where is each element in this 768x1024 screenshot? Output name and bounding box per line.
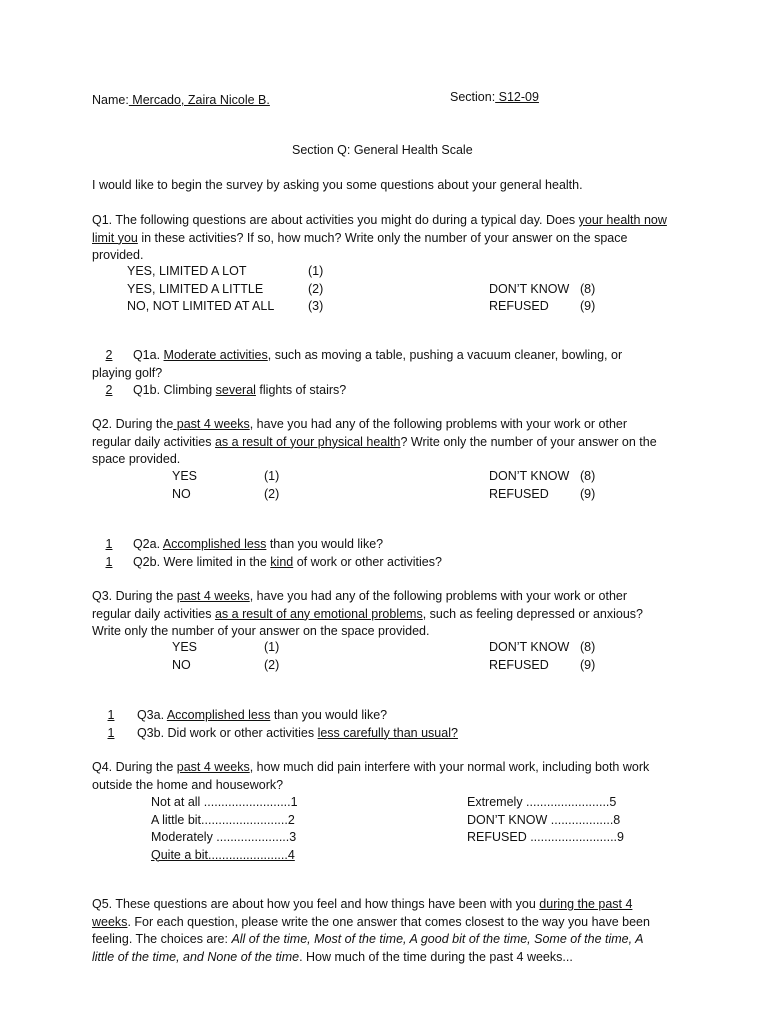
q2-option-code: (2) <box>264 486 280 501</box>
section-line <box>450 89 539 107</box>
q2-extra-code: (9) <box>580 486 596 501</box>
q5-question-line2: weeks. For each question, please write the one answer that comes closest to the way you have been <box>92 914 650 929</box>
q5-question-line4: little of the time, and None of the time. How much of the time during the past 4 weeks... <box>92 949 573 964</box>
q2b-item: 1 Q2b. Were limited in the kind of work or other activities? <box>92 554 442 572</box>
q3a-answer-blank[interactable]: 1 <box>107 708 115 722</box>
q1-option-code: (1) <box>308 264 324 278</box>
q1-question-line1: Q1. The following questions are about activities you might do during a typical day. Does your health now <box>92 213 667 227</box>
q4-question-line1: Q4. During the past 4 weeks, how much did pain interfere with your normal work, including both work <box>92 760 650 774</box>
q1-extra-code: (9) <box>580 299 596 313</box>
q3b-answer-blank[interactable]: 1 <box>107 725 115 740</box>
q5-question-line3: feeling. The choices are: All of the time, Most of the time, A good bit of the time, Some of the time, A <box>92 932 644 946</box>
q3-extra-code: (9) <box>580 657 596 672</box>
q4-choice: REFUSED .........................9 <box>467 830 624 844</box>
q1b-answer-blank[interactable]: 2 <box>105 383 113 397</box>
q3-option-code: (1) <box>264 640 280 654</box>
q2-extra-code: (8) <box>580 469 596 483</box>
q4-choice: DON’T KNOW ..................8 <box>467 812 621 827</box>
q1-option-code: (3) <box>308 299 324 313</box>
q2b-answer-blank[interactable]: 1 <box>105 554 113 569</box>
q1a-item: 2 Q1a. Moderate activities, such as moving a table, pushing a vacuum cleaner, bowling, or <box>92 347 622 365</box>
q2-option-label: YES <box>172 469 198 483</box>
q2-extra-label: REFUSED <box>489 486 549 501</box>
q2-option-label: NO <box>172 486 191 501</box>
q4-choice: Extremely ........................5 <box>467 795 617 809</box>
q3-extra-code: (8) <box>580 640 596 654</box>
name-value: Mercado, Zaira Nicole B. <box>128 93 270 107</box>
q3-question-line2: regular daily activities as a result of any emotional problems, such as feeling depressed or anxious? <box>92 606 643 621</box>
q4-choice: Not at all .........................1 <box>151 795 298 809</box>
q3b-item: 1 Q3b. Did work or other activities less carefully than usual? <box>92 725 458 743</box>
q1b-item: 2 Q1b. Climbing several flights of stairs? <box>92 382 346 400</box>
intro-text: I would like to begin the survey by asking you some questions about your general health. <box>92 178 583 192</box>
name-line <box>92 92 270 110</box>
section-label: Section: <box>450 90 496 104</box>
q1a-item-line2: playing golf? <box>92 365 163 380</box>
section-value: S12-09 <box>495 90 539 104</box>
q5-question-line1: Q5. These questions are about how you feel and how things have been with you during the past 4 <box>92 897 633 911</box>
q3-option-label: YES <box>172 640 198 654</box>
q2-option-code: (1) <box>264 469 280 483</box>
q1-option-label: NO, NOT LIMITED AT ALL <box>127 299 275 313</box>
q2-question-line3: space provided. <box>92 452 181 466</box>
q3-question-line1: Q3. During the past 4 weeks, have you had any of the following problems with your work or other <box>92 589 628 603</box>
q4-question-line2: outside the home and housework? <box>92 777 284 792</box>
q3-extra-label: REFUSED <box>489 657 549 672</box>
q3-extra-label: DON’T KNOW <box>489 640 570 654</box>
q2a-answer-blank[interactable]: 1 <box>105 537 113 551</box>
q1-extra-code: (8) <box>580 281 596 296</box>
q3-option-code: (2) <box>264 657 280 672</box>
q2a-item: 1 Q2a. Accomplished less than you would like? <box>92 536 383 554</box>
q2-extra-label: DON’T KNOW <box>489 469 570 483</box>
q4-choice: A little bit.........................2 <box>151 812 295 827</box>
q3-question-line3: Write only the number of your answer on the space provided. <box>92 624 430 638</box>
q1-extra-label: REFUSED <box>489 299 549 313</box>
q1-option-label: YES, LIMITED A LOT <box>127 264 247 278</box>
q1-question-line2: limit you in these activities? If so, how much? Write only the number of your answer on the space <box>92 230 628 245</box>
q4-choice-selected: Quite a bit.......................4 <box>151 847 295 862</box>
name-label: Name: <box>92 93 129 107</box>
q1a-answer-blank[interactable]: 2 <box>105 348 113 362</box>
q2-question-line1: Q2. During the past 4 weeks, have you had any of the following problems with your work or other <box>92 417 628 431</box>
q4-choice: Moderately .....................3 <box>151 830 297 844</box>
q3a-item: 1 Q3a. Accomplished less than you would like? <box>92 707 387 725</box>
q3-option-label: NO <box>172 657 191 672</box>
page-title: Section Q: General Health Scale <box>292 143 473 157</box>
q1-option-label: YES, LIMITED A LITTLE <box>127 281 264 296</box>
q1-extra-label: DON’T KNOW <box>489 281 570 296</box>
q1-question-line3: provided. <box>92 248 144 262</box>
q2-question-line2: regular daily activities as a result of your physical health? Write only the number of your answer on the <box>92 434 657 449</box>
q1-option-code: (2) <box>308 281 324 296</box>
